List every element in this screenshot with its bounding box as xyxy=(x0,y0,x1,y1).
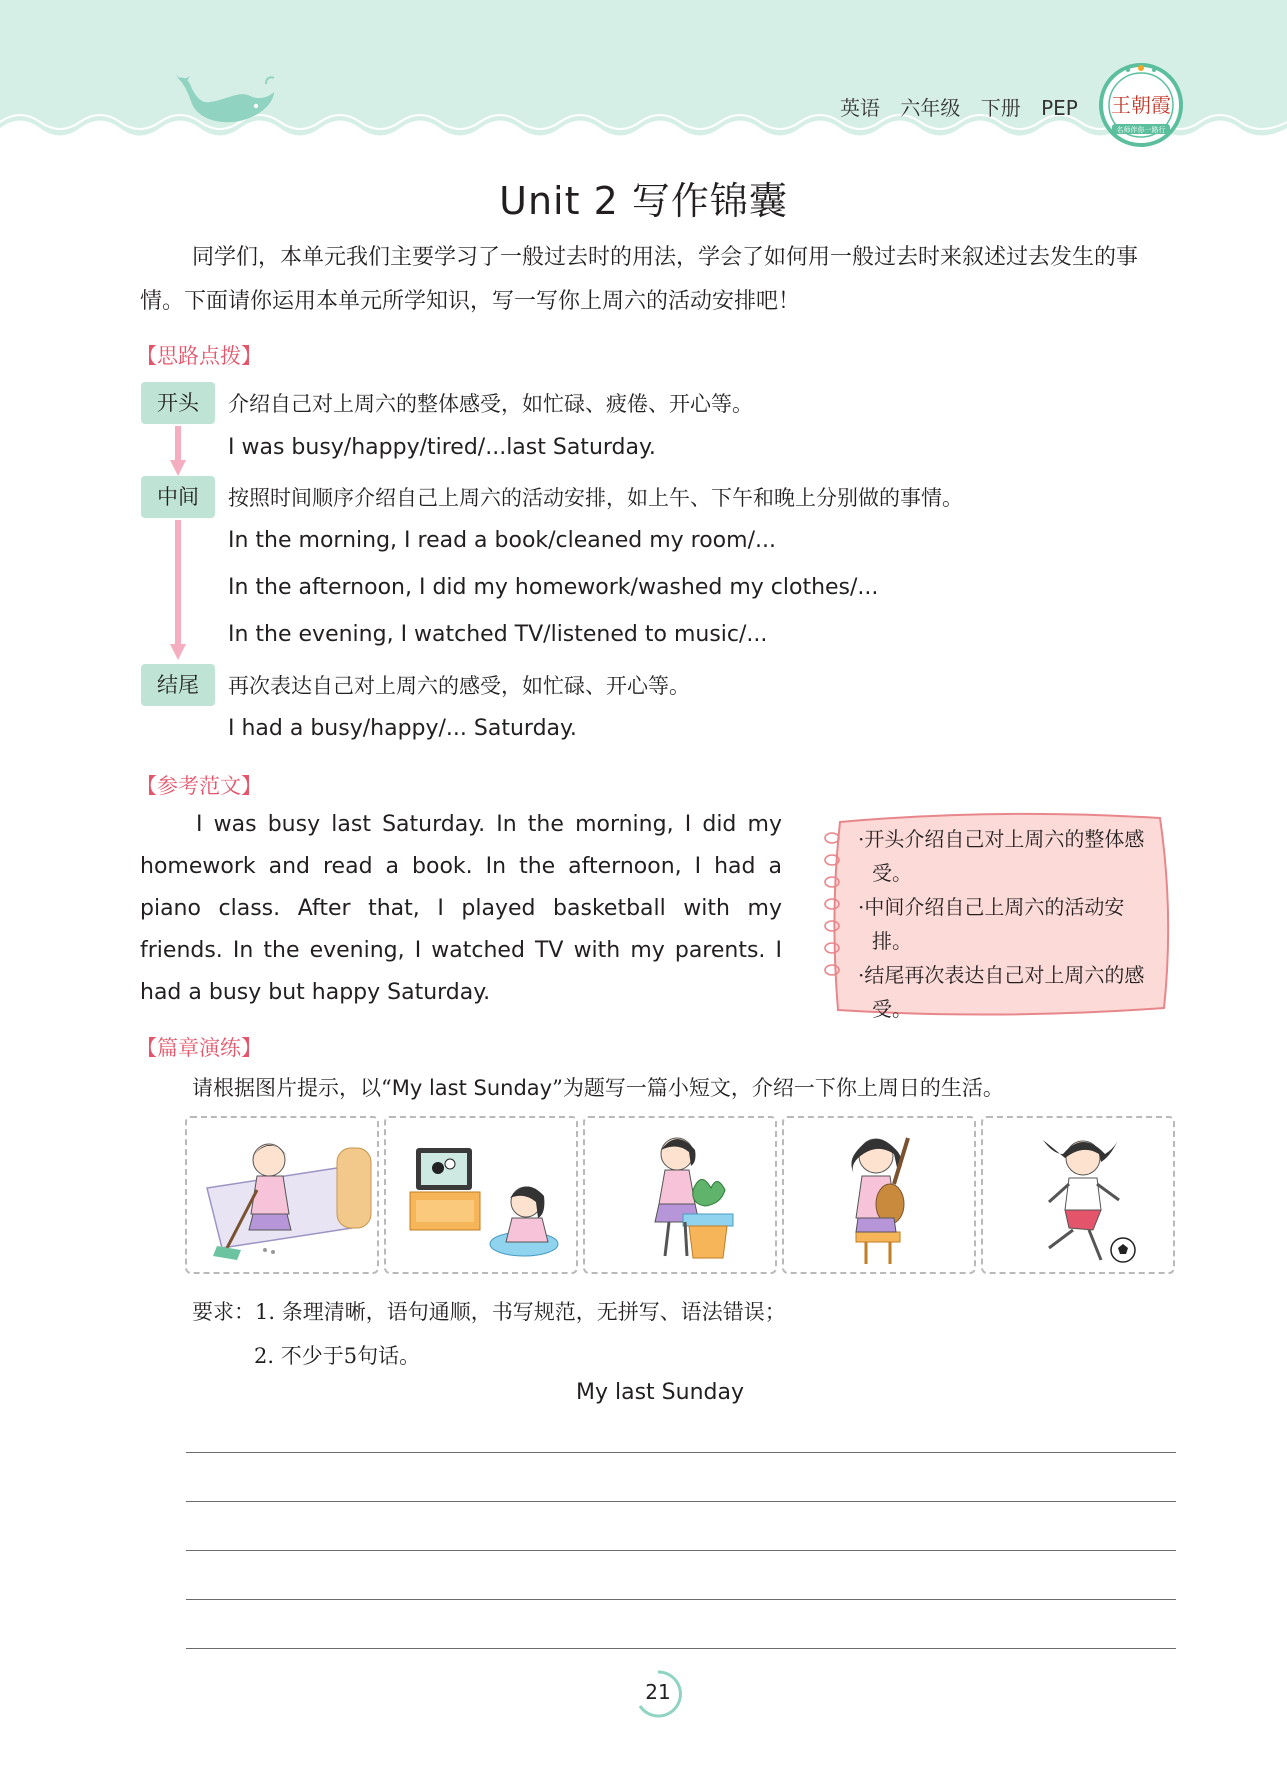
whale-icon xyxy=(170,70,280,135)
tip-middle: ·中间介绍自己上周六的活动安排。 xyxy=(858,895,1125,953)
guide-middle-cn: 按照时间顺序介绍自己上周六的活动安排，如上午、下午和晚上分别做的事情。 xyxy=(228,486,963,510)
guide-start-cn: 介绍自己对上周六的整体感受，如忙碌、疲倦、开心等。 xyxy=(228,392,753,416)
guide-start-en: I was busy/happy/tired/...last Saturday. xyxy=(228,435,656,460)
tag-start: 开头 xyxy=(141,382,215,424)
tag-end: 结尾 xyxy=(141,664,215,706)
picture-prompts xyxy=(185,1116,1175,1274)
sample-essay: I was busy last Saturday. In the morning, I did my homework and read a book. In the afternoon, I had a piano class. After that, I played basketball with my friends. In the evening, I watched TV with my parents. I had a busy but happy Saturday. xyxy=(140,812,782,1005)
section-heading-practice: 【篇章演练】 xyxy=(136,1036,262,1060)
girl-playing-pipa-icon xyxy=(784,1118,974,1272)
svg-text:王朝霞: 王朝霞 xyxy=(1111,93,1171,117)
arrow-down-icon xyxy=(170,520,186,662)
section-heading-sample: 【参考范文】 xyxy=(136,774,262,798)
picture-panel-1 xyxy=(185,1116,379,1274)
girl-watching-tv-icon xyxy=(386,1118,576,1272)
tips-note-card xyxy=(822,808,1174,1021)
writing-line[interactable] xyxy=(186,1452,1176,1453)
svg-text:名师伴你一路行: 名师伴你一路行 xyxy=(1116,126,1166,134)
girl-sweeping-icon xyxy=(187,1118,377,1272)
page-number: 21 xyxy=(645,1680,671,1704)
picture-panel-2 xyxy=(384,1116,578,1274)
task-topic: My last Sunday xyxy=(391,1076,553,1100)
guide-end-cn: 再次表达自己对上周六的感受，如忙碌、开心等。 xyxy=(228,674,690,698)
section-heading-thinking: 【思路点拨】 xyxy=(136,344,262,368)
page-title: Unit 2 写作锦囊 xyxy=(499,179,788,223)
writing-line[interactable] xyxy=(186,1648,1176,1649)
tip-end: ·结尾再次表达自己对上周六的感受。 xyxy=(858,963,1145,1021)
requirement-2: 2. 不少于5句话。 xyxy=(254,1344,421,1368)
girl-playing-football-icon xyxy=(983,1118,1173,1272)
picture-panel-5 xyxy=(981,1116,1175,1274)
task-instruction xyxy=(192,1072,1004,1102)
guide-middle-en-3: In the evening, I watched TV/listened to music/... xyxy=(228,622,768,647)
tip-start: ·开头介绍自己对上周六的整体感受。 xyxy=(858,827,1145,885)
writing-line[interactable] xyxy=(186,1550,1176,1551)
picture-panel-3 xyxy=(583,1116,777,1274)
writing-line[interactable] xyxy=(186,1501,1176,1502)
guide-middle-en-2: In the afternoon, I did my homework/washed my clothes/... xyxy=(228,575,879,600)
writing-title: My last Sunday xyxy=(576,1380,744,1405)
page-header xyxy=(0,0,1287,150)
edition-label: PEP xyxy=(1041,96,1078,120)
guide-end-en: I had a busy/happy/... Saturday. xyxy=(228,716,577,741)
guide-middle-en-1: In the morning, I read a book/cleaned my room/... xyxy=(228,528,776,553)
tag-middle: 中间 xyxy=(141,476,215,518)
task-text-after: ”为题写一篇小短文，介绍一下你上周日的生活。 xyxy=(552,1076,1004,1100)
arrow-down-icon xyxy=(170,426,186,478)
volume-label: 下册 xyxy=(980,96,1021,120)
book-info xyxy=(840,92,1092,121)
intro-paragraph: 同学们，本单元我们主要学习了一般过去时的用法，学会了如何用一般过去时来叙述过去发生的事情。下面请你运用本单元所学知识，写一写你上周六的活动安排吧！ xyxy=(140,245,1139,314)
task-text-before: 请根据图片提示，以“ xyxy=(192,1076,392,1100)
subject-label: 英语 xyxy=(840,96,880,120)
requirement-1: 要求：1. 条理清晰，语句通顺，书写规范，无拼写、语法错误； xyxy=(192,1300,786,1324)
picture-panel-4 xyxy=(782,1116,976,1274)
girl-watering-plant-icon xyxy=(585,1118,775,1272)
grade-label: 六年级 xyxy=(900,96,961,120)
tips-list xyxy=(850,822,1160,1026)
writing-line[interactable] xyxy=(186,1599,1176,1600)
brand-logo xyxy=(1098,62,1184,148)
